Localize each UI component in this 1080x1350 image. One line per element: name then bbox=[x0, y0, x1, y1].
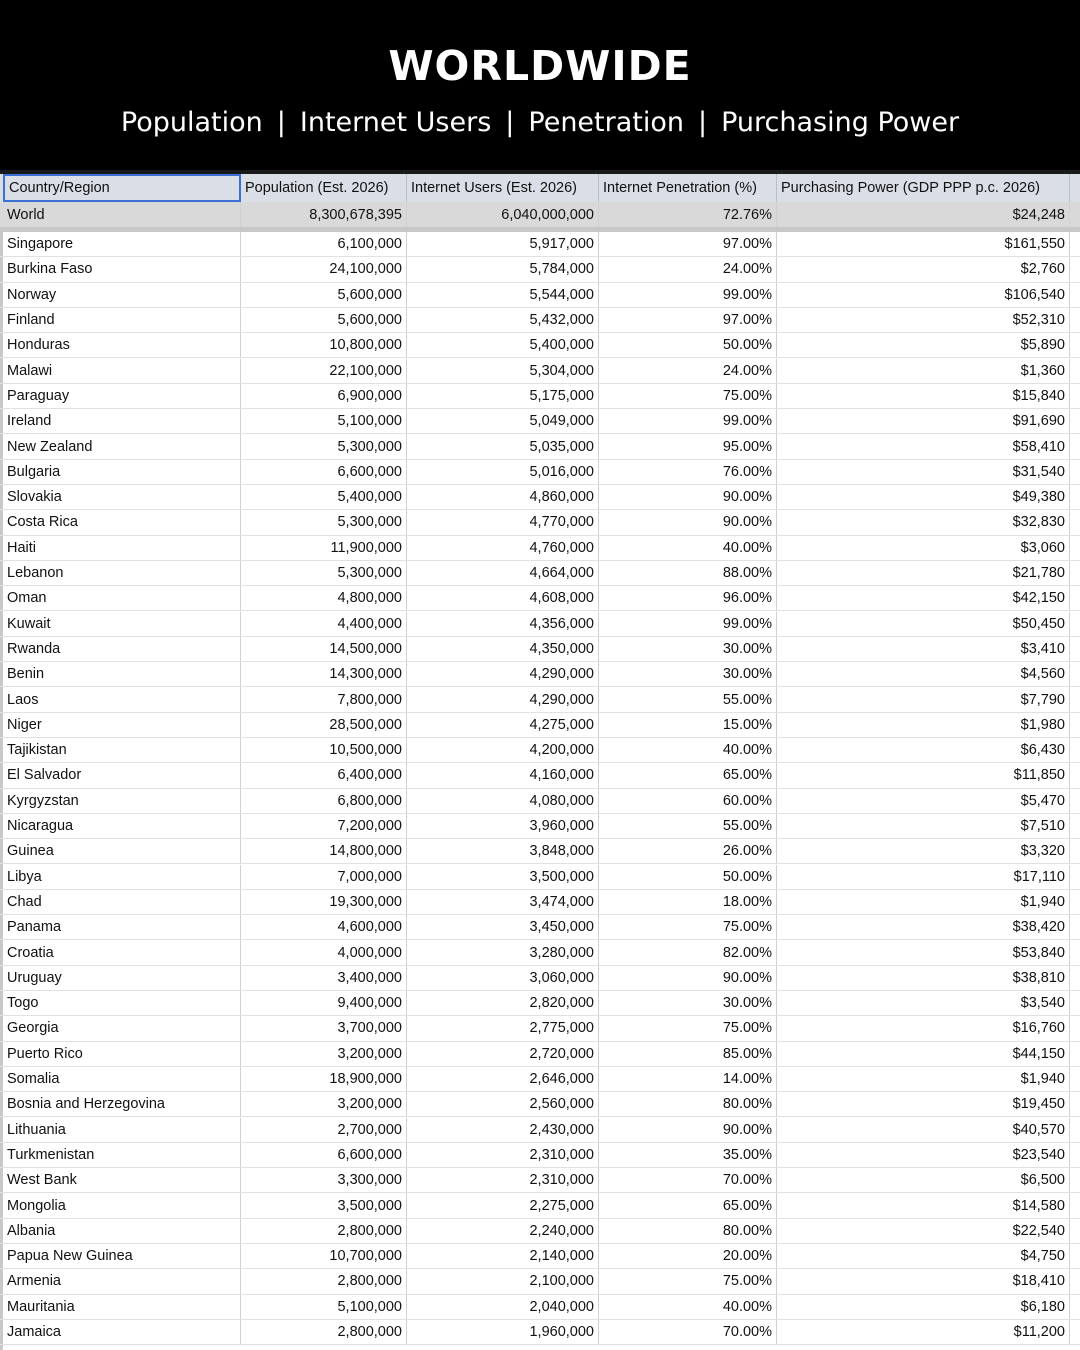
cell-penetration[interactable]: 95.00% bbox=[599, 434, 777, 458]
cell-internet-users[interactable]: 2,140,000 bbox=[407, 1244, 599, 1268]
cell-internet-users[interactable]: 5,784,000 bbox=[407, 257, 599, 281]
cell-country[interactable]: Kuwait bbox=[3, 612, 241, 636]
table-row bbox=[0, 1067, 1080, 1092]
cell-country[interactable]: Mongolia bbox=[3, 1193, 241, 1217]
cell-purchasing-power[interactable]: $38,420 bbox=[777, 915, 1070, 939]
cell-purchasing-power[interactable]: $3,060 bbox=[777, 536, 1070, 560]
table-row bbox=[0, 586, 1080, 611]
cell-internet-users[interactable]: 4,664,000 bbox=[407, 561, 599, 585]
cell-purchasing-power[interactable]: $5,890 bbox=[777, 333, 1070, 357]
cell-internet-users[interactable]: 2,100,000 bbox=[407, 1269, 599, 1293]
cell-purchasing-power[interactable]: $161,550 bbox=[777, 232, 1070, 256]
cell-purchasing-power[interactable]: $1,940 bbox=[777, 1067, 1070, 1091]
table-row bbox=[0, 359, 1080, 384]
cell-purchasing-power[interactable]: $49,380 bbox=[777, 485, 1070, 509]
table-row bbox=[0, 637, 1080, 662]
cell-internet-users[interactable]: 5,304,000 bbox=[407, 359, 599, 383]
cell-population[interactable]: 2,800,000 bbox=[241, 1320, 407, 1344]
cell-purchasing-power[interactable]: $7,510 bbox=[777, 814, 1070, 838]
header-cell-purchasing-power[interactable]: Purchasing Power (GDP PPP p.c. 2026) bbox=[777, 174, 1070, 202]
cell-purchasing-power[interactable]: $44,150 bbox=[777, 1042, 1070, 1066]
cell-internet-users[interactable]: 2,240,000 bbox=[407, 1219, 599, 1243]
table-row bbox=[0, 1118, 1080, 1143]
cell-population[interactable]: 6,400,000 bbox=[241, 763, 407, 787]
cell-country[interactable]: Togo bbox=[3, 991, 241, 1015]
cell-country[interactable]: Norway bbox=[3, 283, 241, 307]
table-row bbox=[0, 333, 1080, 358]
subtitle-separator: | bbox=[276, 107, 286, 138]
table-row bbox=[0, 865, 1080, 890]
cell-purchasing-power[interactable]: $53,840 bbox=[777, 940, 1070, 964]
cell-penetration[interactable]: 90.00% bbox=[599, 510, 777, 534]
cell-internet-users[interactable]: 4,080,000 bbox=[407, 789, 599, 813]
cell-internet-users[interactable]: 5,049,000 bbox=[407, 409, 599, 433]
cell-internet-users[interactable]: 5,035,000 bbox=[407, 434, 599, 458]
cell-population[interactable]: 4,000,000 bbox=[241, 940, 407, 964]
table-row bbox=[0, 1320, 1080, 1345]
cell-purchasing-power[interactable]: $18,410 bbox=[777, 1269, 1070, 1293]
cell-penetration[interactable]: 70.00% bbox=[599, 1168, 777, 1192]
cell-penetration[interactable]: 24.00% bbox=[599, 257, 777, 281]
cell-penetration[interactable]: 55.00% bbox=[599, 814, 777, 838]
cell-country[interactable]: Rwanda bbox=[3, 637, 241, 661]
subtitle-population: Population bbox=[120, 107, 263, 138]
cell-country[interactable]: Jamaica bbox=[3, 1320, 241, 1344]
cell-penetration[interactable]: 40.00% bbox=[599, 536, 777, 560]
cell-purchasing-power[interactable]: $1,940 bbox=[777, 890, 1070, 914]
cell-country[interactable]: Panama bbox=[3, 915, 241, 939]
table-row bbox=[0, 257, 1080, 282]
cell-internet-users[interactable]: 2,820,000 bbox=[407, 991, 599, 1015]
cell-penetration[interactable]: 65.00% bbox=[599, 1193, 777, 1217]
cell-purchasing-power[interactable]: $23,540 bbox=[777, 1143, 1070, 1167]
cell-country[interactable]: Tajikistan bbox=[3, 738, 241, 762]
cell-purchasing-power[interactable]: $7,790 bbox=[777, 687, 1070, 711]
cell-penetration[interactable]: 65.00% bbox=[599, 763, 777, 787]
cell-internet-users[interactable]: 4,350,000 bbox=[407, 637, 599, 661]
cell-purchasing-power[interactable]: $19,450 bbox=[777, 1092, 1070, 1116]
cell-country[interactable]: Albania bbox=[3, 1219, 241, 1243]
cell-internet-users[interactable]: 4,290,000 bbox=[407, 687, 599, 711]
table-row bbox=[0, 814, 1080, 839]
banner-subtitle bbox=[0, 103, 1080, 143]
cell-penetration[interactable]: 24.00% bbox=[599, 359, 777, 383]
cell-country[interactable]: Singapore bbox=[3, 232, 241, 256]
cell-population[interactable]: 22,100,000 bbox=[241, 359, 407, 383]
cell-internet-users[interactable]: 4,760,000 bbox=[407, 536, 599, 560]
subtitle-internet-users: Internet Users bbox=[299, 107, 492, 138]
cell-country[interactable]: Libya bbox=[3, 865, 241, 889]
cell-population[interactable]: 18,900,000 bbox=[241, 1067, 407, 1091]
cell-population[interactable]: 5,100,000 bbox=[241, 1295, 407, 1319]
cell-purchasing-power[interactable]: $50,450 bbox=[777, 612, 1070, 636]
cell-country[interactable]: Mauritania bbox=[3, 1295, 241, 1319]
header-cell-population[interactable]: Population (Est. 2026) bbox=[241, 174, 407, 202]
subtitle-separator: | bbox=[698, 107, 708, 138]
table-row bbox=[0, 789, 1080, 814]
cell-country[interactable]: Guinea bbox=[3, 839, 241, 863]
world-row bbox=[0, 202, 1080, 227]
cell-population[interactable]: 2,800,000 bbox=[241, 1219, 407, 1243]
cell-penetration[interactable]: 75.00% bbox=[599, 1016, 777, 1040]
cell-purchasing-power[interactable]: $1,360 bbox=[777, 359, 1070, 383]
cell-penetration[interactable]: 30.00% bbox=[599, 662, 777, 686]
table-row bbox=[0, 1092, 1080, 1117]
cell-internet-users[interactable]: 4,356,000 bbox=[407, 612, 599, 636]
world-cell-internet-users[interactable]: 6,040,000,000 bbox=[407, 202, 599, 227]
cell-penetration[interactable]: 99.00% bbox=[599, 283, 777, 307]
cell-internet-users[interactable]: 4,860,000 bbox=[407, 485, 599, 509]
table-row bbox=[0, 232, 1080, 257]
cell-penetration[interactable]: 35.00% bbox=[599, 1143, 777, 1167]
cell-country[interactable]: Lithuania bbox=[3, 1118, 241, 1142]
cell-penetration[interactable]: 14.00% bbox=[599, 1067, 777, 1091]
table-row bbox=[0, 536, 1080, 561]
cell-internet-users[interactable]: 1,960,000 bbox=[407, 1320, 599, 1344]
cell-penetration[interactable]: 75.00% bbox=[599, 384, 777, 408]
cell-country[interactable]: Bulgaria bbox=[3, 460, 241, 484]
cell-internet-users[interactable]: 3,280,000 bbox=[407, 940, 599, 964]
world-cell-penetration[interactable]: 72.76% bbox=[599, 202, 777, 227]
cell-population[interactable]: 4,400,000 bbox=[241, 612, 407, 636]
cell-penetration[interactable]: 55.00% bbox=[599, 687, 777, 711]
cell-country[interactable]: El Salvador bbox=[3, 763, 241, 787]
cell-penetration[interactable]: 76.00% bbox=[599, 460, 777, 484]
cell-internet-users[interactable]: 5,917,000 bbox=[407, 232, 599, 256]
cell-internet-users[interactable]: 4,608,000 bbox=[407, 586, 599, 610]
table-row bbox=[0, 1295, 1080, 1320]
cell-country[interactable]: Paraguay bbox=[3, 384, 241, 408]
cell-purchasing-power[interactable]: $22,540 bbox=[777, 1219, 1070, 1243]
cell-internet-users[interactable]: 3,450,000 bbox=[407, 915, 599, 939]
cell-population[interactable]: 6,800,000 bbox=[241, 789, 407, 813]
table-row bbox=[0, 1168, 1080, 1193]
cell-penetration[interactable]: 26.00% bbox=[599, 839, 777, 863]
cell-population[interactable]: 7,000,000 bbox=[241, 865, 407, 889]
cell-penetration[interactable]: 30.00% bbox=[599, 637, 777, 661]
table-row bbox=[0, 940, 1080, 965]
cell-country[interactable]: Puerto Rico bbox=[3, 1042, 241, 1066]
subtitle-purchasing-power: Purchasing Power bbox=[721, 107, 960, 138]
cell-purchasing-power[interactable]: $11,200 bbox=[777, 1320, 1070, 1344]
table-row bbox=[0, 763, 1080, 788]
cell-country[interactable]: Uruguay bbox=[3, 966, 241, 990]
cell-penetration[interactable]: 97.00% bbox=[599, 308, 777, 332]
table-row bbox=[0, 839, 1080, 864]
cell-penetration[interactable]: 40.00% bbox=[599, 1295, 777, 1319]
cell-internet-users[interactable]: 3,474,000 bbox=[407, 890, 599, 914]
cell-purchasing-power[interactable]: $42,150 bbox=[777, 586, 1070, 610]
cell-internet-users[interactable]: 4,160,000 bbox=[407, 763, 599, 787]
cell-penetration[interactable]: 96.00% bbox=[599, 586, 777, 610]
cell-population[interactable]: 3,200,000 bbox=[241, 1092, 407, 1116]
cell-purchasing-power[interactable]: $32,830 bbox=[777, 510, 1070, 534]
cell-penetration[interactable]: 15.00% bbox=[599, 713, 777, 737]
cell-population[interactable]: 5,400,000 bbox=[241, 485, 407, 509]
cell-penetration[interactable]: 97.00% bbox=[599, 232, 777, 256]
world-cell-country[interactable]: World bbox=[3, 202, 241, 227]
table-row bbox=[0, 283, 1080, 308]
cell-country[interactable]: Papua New Guinea bbox=[3, 1244, 241, 1268]
cell-internet-users[interactable]: 3,500,000 bbox=[407, 865, 599, 889]
cell-population[interactable]: 5,300,000 bbox=[241, 510, 407, 534]
cell-internet-users[interactable]: 5,432,000 bbox=[407, 308, 599, 332]
cell-population[interactable]: 3,300,000 bbox=[241, 1168, 407, 1192]
table-row bbox=[0, 434, 1080, 459]
cell-internet-users[interactable]: 3,960,000 bbox=[407, 814, 599, 838]
cell-country[interactable]: Slovakia bbox=[3, 485, 241, 509]
cell-country[interactable]: Haiti bbox=[3, 536, 241, 560]
subtitle-penetration: Penetration bbox=[528, 107, 684, 138]
cell-internet-users[interactable]: 2,275,000 bbox=[407, 1193, 599, 1217]
cell-purchasing-power[interactable]: $21,780 bbox=[777, 561, 1070, 585]
table-row bbox=[0, 966, 1080, 991]
cell-internet-users[interactable]: 5,016,000 bbox=[407, 460, 599, 484]
cell-penetration[interactable]: 90.00% bbox=[599, 485, 777, 509]
header-cell-internet-users[interactable]: Internet Users (Est. 2026) bbox=[407, 174, 599, 202]
cell-penetration[interactable]: 70.00% bbox=[599, 1320, 777, 1344]
cell-population[interactable]: 10,800,000 bbox=[241, 333, 407, 357]
cell-purchasing-power[interactable]: $11,850 bbox=[777, 763, 1070, 787]
cell-internet-users[interactable]: 4,770,000 bbox=[407, 510, 599, 534]
table-row bbox=[0, 384, 1080, 409]
cell-country[interactable]: Georgia bbox=[3, 1016, 241, 1040]
table-row bbox=[0, 1016, 1080, 1041]
cell-internet-users[interactable]: 2,720,000 bbox=[407, 1042, 599, 1066]
cell-population[interactable]: 5,300,000 bbox=[241, 561, 407, 585]
subtitle-separator: | bbox=[505, 107, 515, 138]
cell-penetration[interactable]: 85.00% bbox=[599, 1042, 777, 1066]
table-row bbox=[0, 1219, 1080, 1244]
cell-country[interactable]: New Zealand bbox=[3, 434, 241, 458]
table-row bbox=[0, 460, 1080, 485]
cell-internet-users[interactable]: 3,848,000 bbox=[407, 839, 599, 863]
cell-country[interactable]: Chad bbox=[3, 890, 241, 914]
cell-internet-users[interactable]: 2,775,000 bbox=[407, 1016, 599, 1040]
cell-purchasing-power[interactable]: $17,110 bbox=[777, 865, 1070, 889]
cell-purchasing-power[interactable]: $4,750 bbox=[777, 1244, 1070, 1268]
cell-purchasing-power[interactable]: $5,470 bbox=[777, 789, 1070, 813]
cell-purchasing-power[interactable]: $106,540 bbox=[777, 283, 1070, 307]
cell-population[interactable]: 6,900,000 bbox=[241, 384, 407, 408]
table-row bbox=[0, 738, 1080, 763]
cell-population[interactable]: 3,500,000 bbox=[241, 1193, 407, 1217]
cell-population[interactable]: 4,800,000 bbox=[241, 586, 407, 610]
cell-internet-users[interactable]: 5,175,000 bbox=[407, 384, 599, 408]
cell-purchasing-power[interactable]: $3,540 bbox=[777, 991, 1070, 1015]
cell-penetration[interactable]: 90.00% bbox=[599, 966, 777, 990]
cell-country[interactable]: Somalia bbox=[3, 1067, 241, 1091]
cell-purchasing-power[interactable]: $1,980 bbox=[777, 713, 1070, 737]
cell-population[interactable]: 10,700,000 bbox=[241, 1244, 407, 1268]
header-cell-penetration[interactable]: Internet Penetration (%) bbox=[599, 174, 777, 202]
cell-country[interactable]: Oman bbox=[3, 586, 241, 610]
cell-country[interactable]: Croatia bbox=[3, 940, 241, 964]
cell-purchasing-power[interactable]: $40,570 bbox=[777, 1118, 1070, 1142]
cell-population[interactable]: 3,400,000 bbox=[241, 966, 407, 990]
cell-internet-users[interactable]: 2,310,000 bbox=[407, 1143, 599, 1167]
cell-country[interactable]: Honduras bbox=[3, 333, 241, 357]
cell-population[interactable]: 9,400,000 bbox=[241, 991, 407, 1015]
cell-population[interactable]: 4,600,000 bbox=[241, 915, 407, 939]
cell-penetration[interactable]: 30.00% bbox=[599, 991, 777, 1015]
cell-population[interactable]: 2,800,000 bbox=[241, 1269, 407, 1293]
cell-country[interactable]: Turkmenistan bbox=[3, 1143, 241, 1167]
cell-purchasing-power[interactable]: $6,430 bbox=[777, 738, 1070, 762]
cell-internet-users[interactable]: 5,400,000 bbox=[407, 333, 599, 357]
table-row bbox=[0, 1244, 1080, 1269]
cell-purchasing-power[interactable]: $2,760 bbox=[777, 257, 1070, 281]
cell-population[interactable]: 24,100,000 bbox=[241, 257, 407, 281]
table-row bbox=[0, 485, 1080, 510]
table-row bbox=[0, 1143, 1080, 1168]
world-cell-population[interactable]: 8,300,678,395 bbox=[241, 202, 407, 227]
cell-country[interactable]: Laos bbox=[3, 687, 241, 711]
cell-country[interactable]: Costa Rica bbox=[3, 510, 241, 534]
cell-population[interactable]: 11,900,000 bbox=[241, 536, 407, 560]
header-row bbox=[0, 170, 1080, 202]
banner-title: WORLDWIDE bbox=[388, 42, 692, 90]
table-row bbox=[0, 915, 1080, 940]
world-cell-purchasing-power[interactable]: $24,248 bbox=[777, 202, 1070, 227]
cell-country[interactable]: Lebanon bbox=[3, 561, 241, 585]
header-cell-country[interactable]: Country/Region bbox=[3, 174, 241, 202]
cell-internet-users[interactable]: 2,310,000 bbox=[407, 1168, 599, 1192]
cell-internet-users[interactable]: 4,275,000 bbox=[407, 713, 599, 737]
cell-penetration[interactable]: 80.00% bbox=[599, 1219, 777, 1243]
cell-population[interactable]: 14,800,000 bbox=[241, 839, 407, 863]
cell-purchasing-power[interactable]: $91,690 bbox=[777, 409, 1070, 433]
table-row bbox=[0, 1193, 1080, 1218]
cell-penetration[interactable]: 75.00% bbox=[599, 1269, 777, 1293]
cell-population[interactable]: 5,300,000 bbox=[241, 434, 407, 458]
cell-penetration[interactable]: 99.00% bbox=[599, 409, 777, 433]
cell-internet-users[interactable]: 2,560,000 bbox=[407, 1092, 599, 1116]
cell-penetration[interactable]: 82.00% bbox=[599, 940, 777, 964]
cell-country[interactable]: Malawi bbox=[3, 359, 241, 383]
cell-purchasing-power[interactable]: $4,560 bbox=[777, 662, 1070, 686]
cell-country[interactable]: Kyrgyzstan bbox=[3, 789, 241, 813]
cell-purchasing-power[interactable]: $58,410 bbox=[777, 434, 1070, 458]
cell-population[interactable]: 10,500,000 bbox=[241, 738, 407, 762]
table-row bbox=[0, 308, 1080, 333]
cell-population[interactable]: 2,700,000 bbox=[241, 1118, 407, 1142]
table-row bbox=[0, 1269, 1080, 1294]
cell-penetration[interactable]: 88.00% bbox=[599, 561, 777, 585]
cell-internet-users[interactable]: 4,290,000 bbox=[407, 662, 599, 686]
table-row bbox=[0, 713, 1080, 738]
cell-country[interactable]: Ireland bbox=[3, 409, 241, 433]
cell-penetration[interactable]: 20.00% bbox=[599, 1244, 777, 1268]
table-row bbox=[0, 687, 1080, 712]
table-row bbox=[0, 662, 1080, 687]
table-row bbox=[0, 612, 1080, 637]
cell-purchasing-power[interactable]: $16,760 bbox=[777, 1016, 1070, 1040]
cell-population[interactable]: 14,500,000 bbox=[241, 637, 407, 661]
cell-country[interactable]: Burkina Faso bbox=[3, 257, 241, 281]
cell-purchasing-power[interactable]: $14,580 bbox=[777, 1193, 1070, 1217]
cell-population[interactable]: 14,300,000 bbox=[241, 662, 407, 686]
cell-penetration[interactable]: 80.00% bbox=[599, 1092, 777, 1116]
cell-internet-users[interactable]: 4,200,000 bbox=[407, 738, 599, 762]
cell-purchasing-power[interactable]: $3,320 bbox=[777, 839, 1070, 863]
table-row bbox=[0, 409, 1080, 434]
cell-population[interactable]: 7,200,000 bbox=[241, 814, 407, 838]
cell-penetration[interactable]: 99.00% bbox=[599, 612, 777, 636]
cell-internet-users[interactable]: 5,544,000 bbox=[407, 283, 599, 307]
cell-population[interactable]: 3,200,000 bbox=[241, 1042, 407, 1066]
cell-country[interactable]: Bosnia and Herzegovina bbox=[3, 1092, 241, 1116]
table-row bbox=[0, 561, 1080, 586]
cell-purchasing-power[interactable]: $3,410 bbox=[777, 637, 1070, 661]
cell-country[interactable]: Benin bbox=[3, 662, 241, 686]
cell-penetration[interactable]: 18.00% bbox=[599, 890, 777, 914]
cell-population[interactable]: 6,600,000 bbox=[241, 1143, 407, 1167]
table-row bbox=[0, 510, 1080, 535]
cell-internet-users[interactable]: 3,060,000 bbox=[407, 966, 599, 990]
cell-penetration[interactable]: 50.00% bbox=[599, 865, 777, 889]
cell-country[interactable]: Armenia bbox=[3, 1269, 241, 1293]
cell-purchasing-power[interactable]: $38,810 bbox=[777, 966, 1070, 990]
cell-purchasing-power[interactable]: $6,180 bbox=[777, 1295, 1070, 1319]
table-row bbox=[0, 1042, 1080, 1067]
cell-penetration[interactable]: 40.00% bbox=[599, 738, 777, 762]
cell-internet-users[interactable]: 2,040,000 bbox=[407, 1295, 599, 1319]
cell-purchasing-power[interactable]: $52,310 bbox=[777, 308, 1070, 332]
cell-purchasing-power[interactable]: $6,500 bbox=[777, 1168, 1070, 1192]
cell-population[interactable]: 6,600,000 bbox=[241, 460, 407, 484]
cell-population[interactable]: 6,100,000 bbox=[241, 232, 407, 256]
cell-population[interactable]: 5,100,000 bbox=[241, 409, 407, 433]
cell-population[interactable]: 7,800,000 bbox=[241, 687, 407, 711]
cell-country[interactable]: Niger bbox=[3, 713, 241, 737]
cell-population[interactable]: 19,300,000 bbox=[241, 890, 407, 914]
cell-population[interactable]: 3,700,000 bbox=[241, 1016, 407, 1040]
cell-population[interactable]: 5,600,000 bbox=[241, 283, 407, 307]
table-row bbox=[0, 991, 1080, 1016]
cell-penetration[interactable]: 75.00% bbox=[599, 915, 777, 939]
cell-purchasing-power[interactable]: $15,840 bbox=[777, 384, 1070, 408]
cell-penetration[interactable]: 90.00% bbox=[599, 1118, 777, 1142]
title-banner bbox=[0, 0, 1080, 170]
cell-purchasing-power[interactable]: $31,540 bbox=[777, 460, 1070, 484]
cell-internet-users[interactable]: 2,646,000 bbox=[407, 1067, 599, 1091]
cell-population[interactable]: 5,600,000 bbox=[241, 308, 407, 332]
cell-internet-users[interactable]: 2,430,000 bbox=[407, 1118, 599, 1142]
cell-population[interactable]: 28,500,000 bbox=[241, 713, 407, 737]
cell-penetration[interactable]: 60.00% bbox=[599, 789, 777, 813]
cell-country[interactable]: Nicaragua bbox=[3, 814, 241, 838]
table-row bbox=[0, 890, 1080, 915]
cell-country[interactable]: West Bank bbox=[3, 1168, 241, 1192]
cell-country[interactable]: Finland bbox=[3, 308, 241, 332]
cell-penetration[interactable]: 50.00% bbox=[599, 333, 777, 357]
spreadsheet-grid[interactable] bbox=[0, 170, 1080, 1350]
